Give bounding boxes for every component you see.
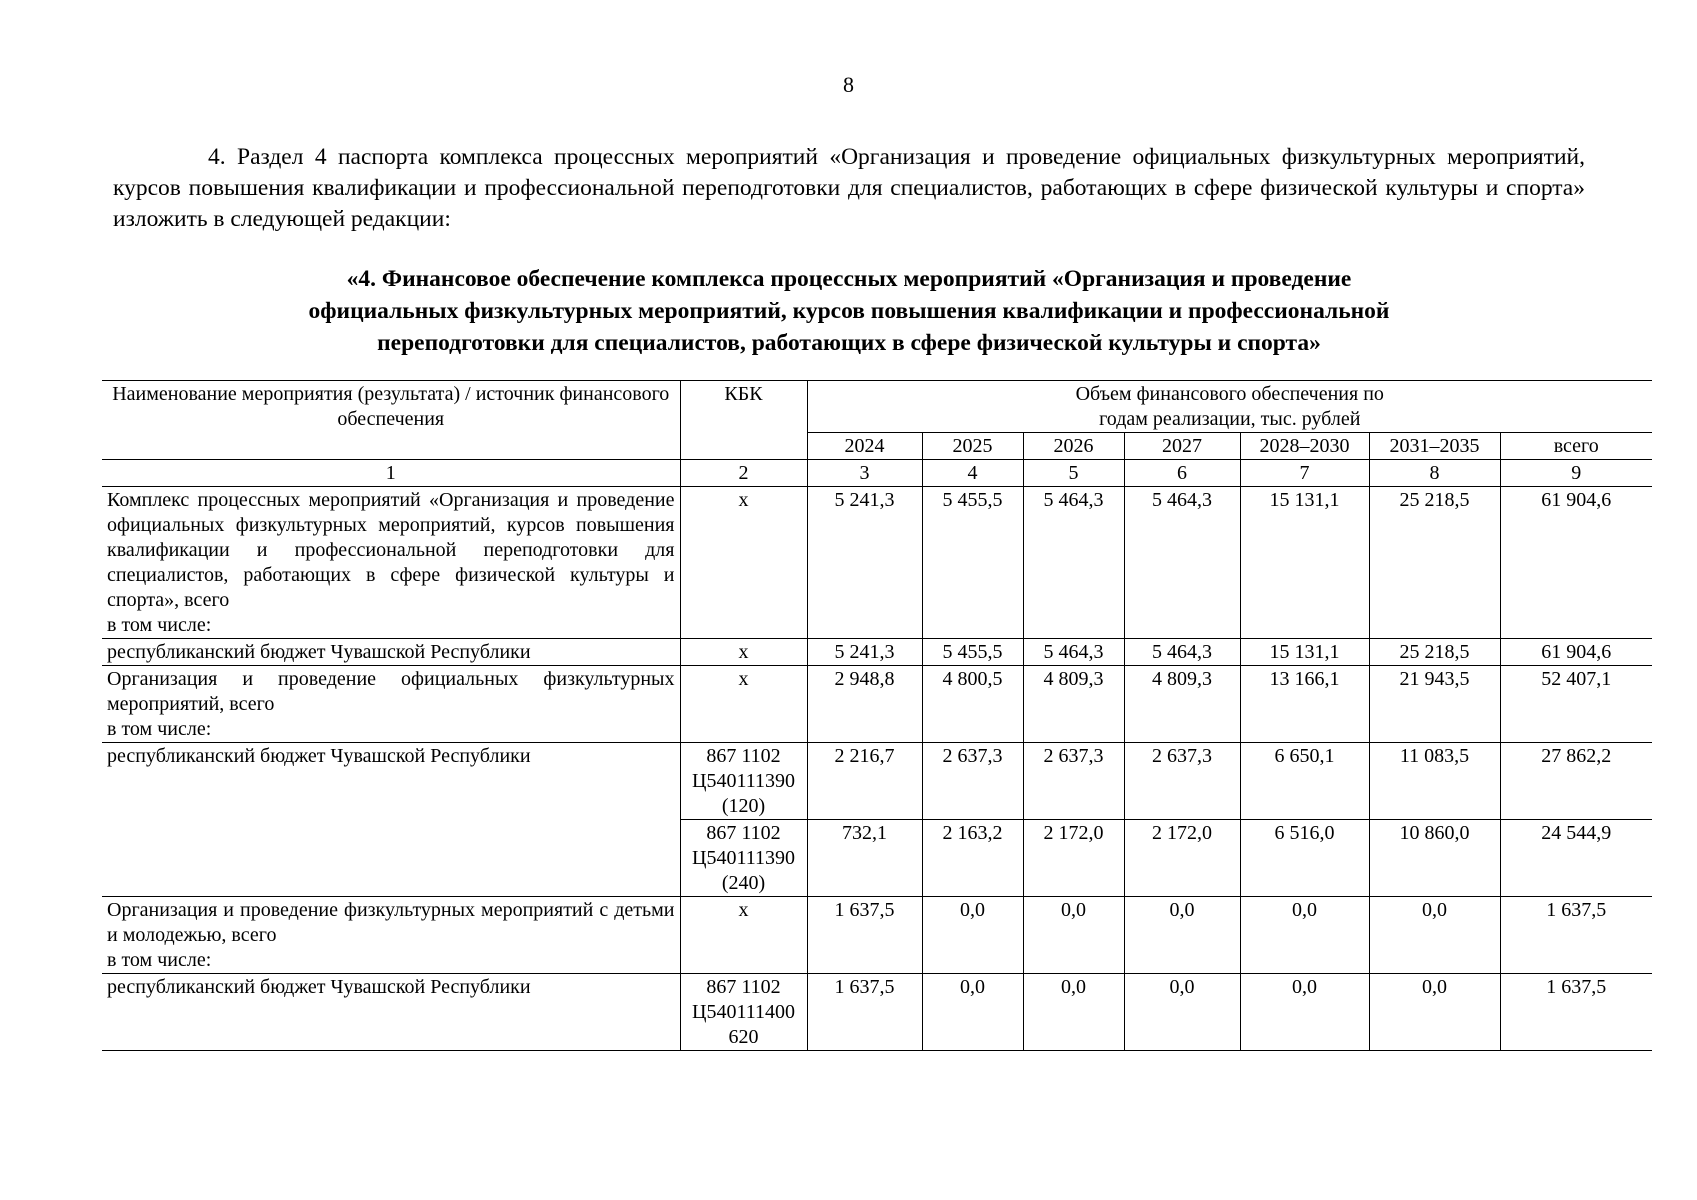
section-title-line-3: переподготовки для специалистов, работающих в сфере физической культуры и спорта»: [377, 330, 1321, 356]
value-cell: 4 809,3: [1023, 666, 1124, 743]
financing-table: [102, 380, 1652, 1051]
value-cell: 0,0: [922, 897, 1023, 974]
table-row: [102, 487, 1652, 639]
value-cell: 6 516,0: [1240, 820, 1369, 897]
value-cell: 25 218,5: [1369, 639, 1500, 666]
value-cell: 15 131,1: [1240, 639, 1369, 666]
value-cell: 5 464,3: [1023, 639, 1124, 666]
row-name: Организация и проведение физкультурных мероприятий с детьми и молодежью, всего: [107, 899, 675, 946]
value-cell: 61 904,6: [1500, 487, 1652, 639]
value-cell: 61 904,6: [1500, 639, 1652, 666]
header-row: [102, 381, 1652, 433]
value-cell: 5 455,5: [922, 487, 1023, 639]
kbk-line: Ц540111390: [692, 847, 795, 869]
value-cell: 15 131,1: [1240, 487, 1369, 639]
kbk-line: Ц540111400: [692, 1001, 795, 1023]
row-name: Организация и проведение официальных физкультурных мероприятий, всего: [107, 668, 675, 715]
row-name: республиканский бюджет Чувашской Республики: [102, 974, 680, 1051]
value-cell: 2 216,7: [807, 743, 922, 820]
kbk-line: 620: [728, 1026, 759, 1048]
intro-paragraph: 4. Раздел 4 паспорта комплекса процессных мероприятий «Организация и проведение официальных физкультурных мероприятий, курсов повышения квалификации и профессиональной переподготовки для специалистов, работающих в сфере физической культуры и спорта» изложить в следующей редакции:: [113, 144, 1585, 232]
value-cell: 2 637,3: [1124, 743, 1240, 820]
kbk-cell: x: [680, 897, 807, 974]
value-cell: 13 166,1: [1240, 666, 1369, 743]
kbk-line: 867 1102: [706, 745, 781, 767]
row-note: в том числе:: [107, 718, 212, 740]
value-cell: 2 172,0: [1023, 820, 1124, 897]
value-cell: 4 809,3: [1124, 666, 1240, 743]
row-name-cell: [102, 487, 680, 639]
value-cell: 27 862,2: [1500, 743, 1652, 820]
value-cell: 2 948,8: [807, 666, 922, 743]
table-row: [102, 639, 1652, 666]
value-cell: 0,0: [1369, 897, 1500, 974]
kbk-cell: x: [680, 639, 807, 666]
value-cell: 2 163,2: [922, 820, 1023, 897]
kbk-cell: x: [680, 487, 807, 639]
column-number: 2: [680, 460, 807, 487]
value-cell: 5 464,3: [1124, 639, 1240, 666]
value-cell: 5 455,5: [922, 639, 1023, 666]
row-note: в том числе:: [107, 614, 212, 636]
column-number: 6: [1124, 460, 1240, 487]
section-title-line-1: «4. Финансовое обеспечение комплекса процессных мероприятий «Организация и проведение: [346, 266, 1352, 292]
value-cell: 11 083,5: [1369, 743, 1500, 820]
column-number: 1: [102, 460, 680, 487]
kbk-cell: [680, 974, 807, 1051]
value-cell: 0,0: [1124, 897, 1240, 974]
header-kbk: КБК: [680, 381, 807, 460]
kbk-cell: [680, 820, 807, 897]
row-name-cell: [102, 897, 680, 974]
kbk-line: 867 1102: [706, 822, 781, 844]
value-cell: 25 218,5: [1369, 487, 1500, 639]
value-cell: 1 637,5: [807, 897, 922, 974]
row-note: в том числе:: [107, 949, 212, 971]
table-row: [102, 666, 1652, 743]
kbk-cell: [680, 743, 807, 820]
value-cell: 2 637,3: [922, 743, 1023, 820]
row-name: республиканский бюджет Чувашской Республики: [102, 743, 680, 897]
value-cell: 1 637,5: [807, 974, 922, 1051]
header-total: всего: [1500, 433, 1652, 460]
header-year: 2024: [807, 433, 922, 460]
kbk-line: (240): [721, 872, 766, 894]
section-title-line-2: официальных физкультурных мероприятий, курсов повышения квалификации и профессиональной: [308, 298, 1390, 324]
header-year: 2025: [922, 433, 1023, 460]
value-cell: 5 241,3: [807, 639, 922, 666]
value-cell: 52 407,1: [1500, 666, 1652, 743]
header-year: 2027: [1124, 433, 1240, 460]
value-cell: 10 860,0: [1369, 820, 1500, 897]
value-cell: 1 637,5: [1500, 974, 1652, 1051]
column-number: 8: [1369, 460, 1500, 487]
value-cell: 1 637,5: [1500, 897, 1652, 974]
value-cell: 5 464,3: [1023, 487, 1124, 639]
table-row: [102, 897, 1652, 974]
section-title: [113, 263, 1585, 359]
value-cell: 2 172,0: [1124, 820, 1240, 897]
column-number: 9: [1500, 460, 1652, 487]
value-cell: 6 650,1: [1240, 743, 1369, 820]
header-year: 2028–2030: [1240, 433, 1369, 460]
row-name: республиканский бюджет Чувашской Республики: [102, 639, 680, 666]
kbk-line: Ц540111390: [692, 770, 795, 792]
column-number-row: [102, 460, 1652, 487]
column-number: 7: [1240, 460, 1369, 487]
value-cell: 0,0: [922, 974, 1023, 1051]
value-cell: 0,0: [1369, 974, 1500, 1051]
value-cell: 5 241,3: [807, 487, 922, 639]
value-cell: 24 544,9: [1500, 820, 1652, 897]
page-number: 8: [843, 72, 854, 97]
header-name: Наименование мероприятия (результата) / источник финансового обеспечения: [102, 381, 680, 460]
header-year: 2031–2035: [1369, 433, 1500, 460]
value-cell: 0,0: [1240, 974, 1369, 1051]
value-cell: 2 637,3: [1023, 743, 1124, 820]
value-cell: 0,0: [1124, 974, 1240, 1051]
table-row: [102, 743, 1652, 820]
value-cell: 5 464,3: [1124, 487, 1240, 639]
value-cell: 0,0: [1240, 897, 1369, 974]
value-cell: 0,0: [1023, 897, 1124, 974]
kbk-cell: x: [680, 666, 807, 743]
table-row: [102, 974, 1652, 1051]
value-cell: 21 943,5: [1369, 666, 1500, 743]
row-name-cell: [102, 666, 680, 743]
column-number: 3: [807, 460, 922, 487]
value-cell: 0,0: [1023, 974, 1124, 1051]
value-cell: 4 800,5: [922, 666, 1023, 743]
kbk-line: (120): [721, 795, 766, 817]
column-number: 5: [1023, 460, 1124, 487]
header-volume: Объем финансового обеспечения по годам реализации, тыс. рублей: [807, 381, 1652, 433]
header-year: 2026: [1023, 433, 1124, 460]
column-number: 4: [922, 460, 1023, 487]
row-name: Комплекс процессных мероприятий «Организация и проведение официальных физкультурных мероприятий, курсов повышения квалификации и профессиональной переподготовки для специалистов, работающих в сфере физической культуры и спорта», всего: [107, 489, 675, 611]
value-cell: 732,1: [807, 820, 922, 897]
kbk-line: 867 1102: [706, 976, 781, 998]
